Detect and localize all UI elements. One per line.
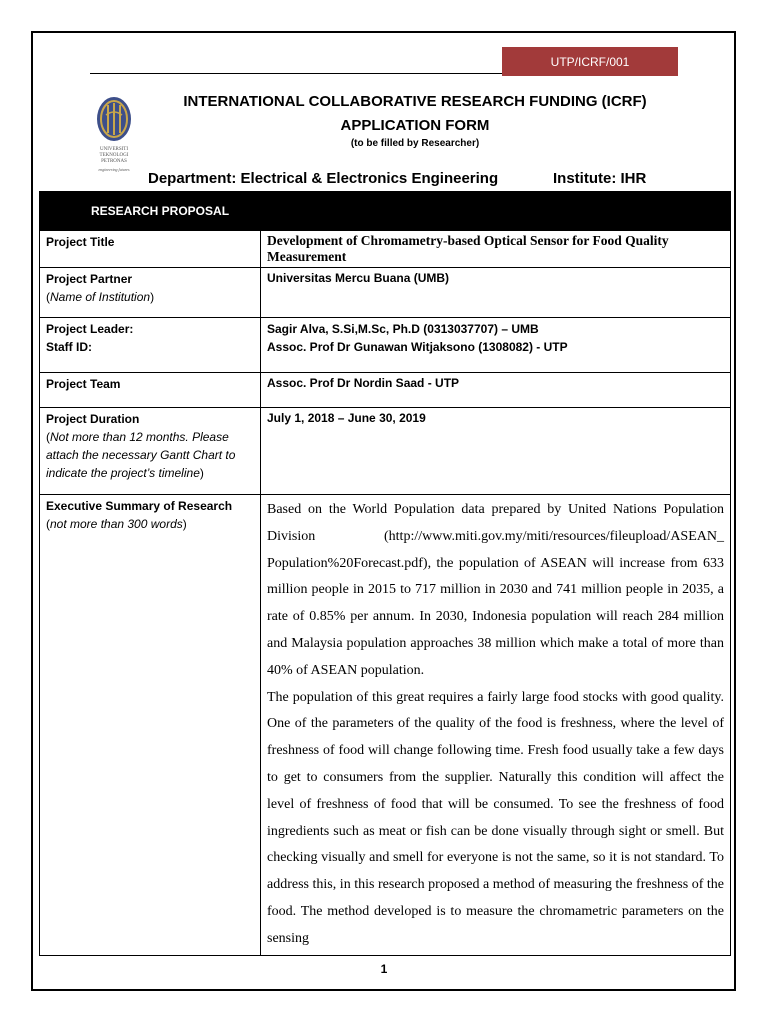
section-header xyxy=(39,191,731,230)
project-title-label-cell xyxy=(40,231,261,268)
project-leader-label-cell xyxy=(40,318,261,373)
university-logo xyxy=(88,95,140,177)
project-partner-note: Name of Institution xyxy=(50,290,151,304)
project-team-label-cell xyxy=(40,373,261,408)
executive-summary-text xyxy=(261,495,731,956)
project-duration-label: Project Duration xyxy=(46,412,140,426)
proposal-table xyxy=(39,230,731,956)
table-row-project-partner xyxy=(40,268,731,318)
project-duration-value: July 1, 2018 – June 30, 2019 xyxy=(261,408,731,495)
paren-close: ) xyxy=(199,466,204,480)
paren-close: ) xyxy=(150,290,155,304)
paren-open: ( xyxy=(46,290,50,304)
header-rule xyxy=(90,73,502,74)
table-row-project-leader xyxy=(40,318,731,373)
logo-text-line: TEKNOLOGI xyxy=(99,153,129,158)
staff-value: Assoc. Prof Dr Gunawan Witjaksono (1308082) - UTP xyxy=(267,340,568,354)
project-partner-value: Universitas Mercu Buana (UMB) xyxy=(261,268,731,318)
form-title: INTERNATIONAL COLLABORATIVE RESEARCH FUNDING (ICRF) xyxy=(183,93,647,110)
project-leader-value: Sagir Alva, S.Si,M.Sc, Ph.D (0313037707) – UMB xyxy=(267,322,539,336)
summary-paragraph-2: The population of this great requires a fairly large food stocks with good quality. One of the parameters of the quality of the food is freshness, where the level of freshness of food will change following time. Fresh food usually take a few days to get to consumers from the supplier. Naturally this condition will affect the level of freshness of food that will be consumed. To see the freshness of food ingredients such as meat or fish can be done visually through sight or smell. But checking visually and smell for everyone is not the same, so it is not standard. To address this, in this research proposed a method of measuring the freshness of the food. The method developed is to measure the chromametric parameters on the sensing xyxy=(267,689,724,946)
project-title-value: Development of Chromametry-based Optical Sensor for Food Quality Measurement xyxy=(261,231,731,268)
project-leader-label: Project Leader: xyxy=(46,322,134,336)
institute: Institute: IHR xyxy=(553,170,647,187)
executive-summary-note: not more than 300 words xyxy=(50,517,183,531)
project-partner-label-cell xyxy=(40,268,261,318)
logo-emblem-icon xyxy=(88,95,140,145)
project-partner-label: Project Partner xyxy=(46,272,133,286)
table-row-executive-summary xyxy=(40,495,731,956)
section-title: RESEARCH PROPOSAL xyxy=(91,203,230,218)
paren-close: ) xyxy=(182,517,187,531)
table-row-project-duration xyxy=(40,408,731,495)
executive-summary-label-cell xyxy=(40,495,261,956)
department-label: Department: xyxy=(148,170,237,187)
page-number: 1 xyxy=(380,962,388,976)
logo-text-line: PETRONAS xyxy=(101,159,127,164)
project-leader-value-cell xyxy=(261,318,731,373)
project-title-label: Project Title xyxy=(46,235,115,249)
summary-paragraph-1: Based on the World Population data prepared by United Nations Population Division (http://www.miti.gov.my/miti/resources/fileupload/ASEAN_ Population%20Forecast.pdf), the population of ASEAN will increase from 633 million people in 2015 to 717 million in 2030 and 741 million people in 2035, a rate of 0.85% per annum. In 2030, Indonesia population will reach 284 million and Malaysia population approaches 38 million which make a total of more than 40% of ASEAN population. xyxy=(267,502,724,678)
staff-id-label: Staff ID: xyxy=(46,340,92,354)
project-duration-label-cell xyxy=(40,408,261,495)
project-team-label: Project Team xyxy=(46,377,121,391)
table-row-project-title xyxy=(40,231,731,268)
logo-text-line: UNIVERSITI xyxy=(99,147,129,152)
paren-open: ( xyxy=(46,517,50,531)
department-value: Electrical & Electronics Engineering xyxy=(240,170,499,187)
logo-tagline: engineering futures xyxy=(98,167,130,172)
executive-summary-label: Executive Summary of Research xyxy=(46,499,233,513)
form-code-badge: UTP/ICRF/001 xyxy=(502,47,678,76)
form-subtitle: (to be filled by Researcher) xyxy=(350,138,480,149)
department xyxy=(148,170,498,187)
table-row-project-team xyxy=(40,373,731,408)
paren-open: ( xyxy=(46,430,50,444)
project-duration-note: Not more than 12 months. Please attach the necessary Gantt Chart to indicate the project’s timeline xyxy=(46,430,236,480)
form-title-line2: APPLICATION FORM xyxy=(340,117,490,134)
project-team-value: Assoc. Prof Dr Nordin Saad - UTP xyxy=(261,373,731,408)
